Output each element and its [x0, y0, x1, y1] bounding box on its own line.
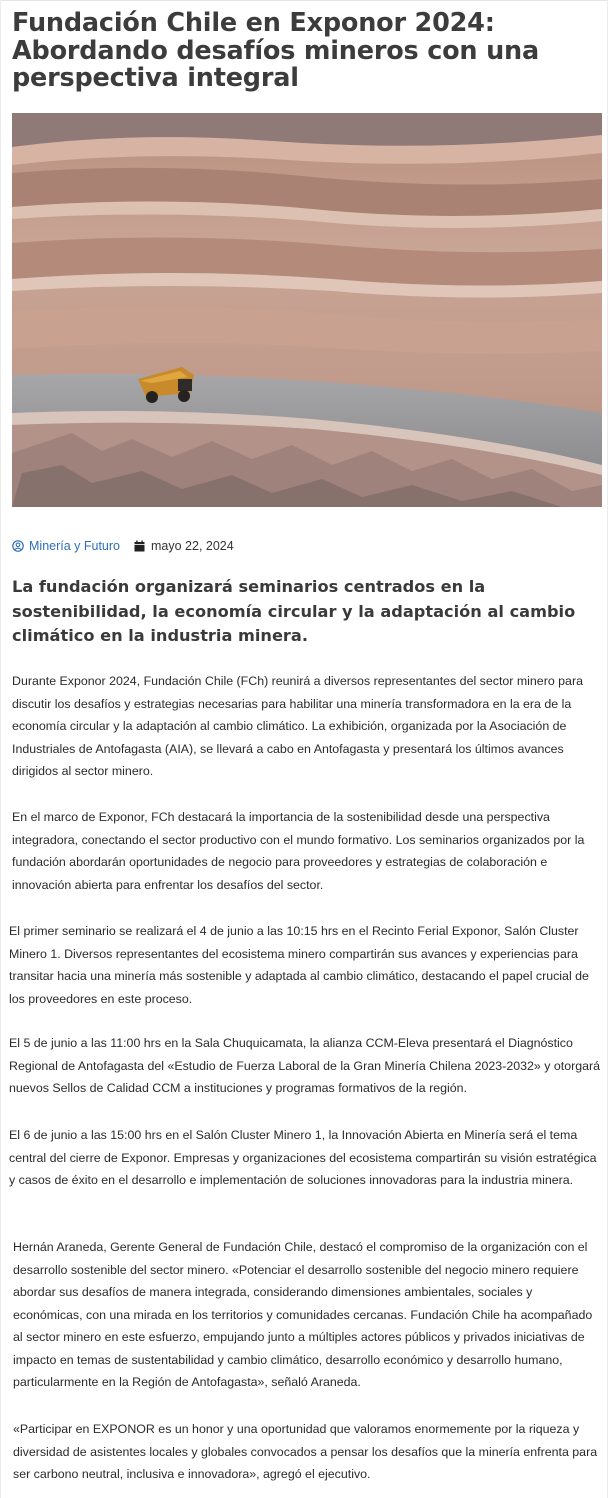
- publish-date: [134, 539, 234, 553]
- article-lead: La fundación organizará seminarios centrados en la sostenibilidad, la economía circular y la adaptación al cambio climático en la industria minera.: [12, 577, 576, 645]
- paragraph-1: Durante Exponor 2024, Fundación Chile (FCh) reunirá a diversos representantes del sector minero para discutir los desafíos y estrategias necesarias para habilitar una minería transformadora en la era de la economía circular y la adaptación al cambio climático. La exhibición, organizada por la Asociación de Industriales de Antofagasta (AIA), se llevará a cabo en Antofagasta y presentará los últimos avances dirigidos al sector minero.: [12, 674, 583, 778]
- user-circle-icon: [12, 540, 24, 552]
- left-border: [0, 0, 1, 1498]
- hero-image: [12, 113, 602, 507]
- top-border: [0, 0, 608, 1]
- paragraph-7: «Participar en EXPONOR es un honor y una oportunidad que valoramos enormemente por la riqueza y diversidad de asistentes locales y globales convocados a pensar los desafíos que la minería enfrenta para ser carbono neutral, inclusiva e innovadora», agregó el ejecutivo.: [13, 1422, 598, 1481]
- category-label: Minería y Futuro: [29, 539, 121, 553]
- mine-photo: [12, 113, 602, 507]
- article-title: Fundación Chile en Exponor 2024: Abordando desafíos mineros con una perspectiva integral: [12, 8, 539, 93]
- paragraph-3: El primer seminario se realizará el 4 de junio a las 10:15 hrs en el Recinto Ferial Exponor, Salón Cluster Minero 1. Diversos representantes del ecosistema minero compartirán sus avances y experiencias para transitar hacia una minería más sostenible y adaptada al cambio climático, destacando el papel crucial de los proveedores en este proceso.: [9, 924, 589, 1006]
- category-link[interactable]: [12, 539, 120, 553]
- paragraph-4: El 5 de junio a las 11:00 hrs en la Sala Chuquicamata, la alianza CCM-Eleva presentará el Diagnóstico Regional de Antofagasta del «Estudio de Fuerza Laboral de la Gran Minería Chilena 2023-2032» y otorgará nuevos Sellos de Calidad CCM a instituciones y programas formativos de la región.: [9, 1036, 601, 1095]
- paragraph-6: Hernán Araneda, Gerente General de Fundación Chile, destacó el compromiso de la organización con el desarrollo sostenible del sector minero. «Potenciar el desarrollo sostenible del negocio minero requiere abordar sus desafíos de manera integrada, considerando dimensiones ambientales, sociales y económicas, con una mirada en los territorios y comunidades cercanas. Fundación Chile ha acompañado al sector minero en este esfuerzo, empujando junto a múltiples actores públicos y privados iniciativas de impacto en temas de sustentabilidad y cambio climático, desarrollo económico y desarrollo humano, particularmente en la Región de Antofagasta», señaló Araneda.: [13, 1240, 593, 1389]
- paragraph-5: El 6 de junio a las 15:00 hrs en el Salón Cluster Minero 1, la Innovación Abierta en Minería será el tema central del cierre de Exponor. Empresas y organizaciones del ecosistema compartirán su visión estratégica y casos de éxito en el desarrollo e implementación de soluciones innovadoras para la industria minera.: [9, 1128, 597, 1187]
- article-meta: [12, 536, 234, 556]
- calendar-icon: [134, 540, 145, 552]
- paragraph-2: En el marco de Exponor, FCh destacará la importancia de la sostenibilidad desde una perspectiva integradora, conectando el sector productivo con el mundo formativo. Los seminarios organizados por la fundación abordarán oportunidades de negocio para proveedores y estrategias de colaboración e innovación abierta para enfrentar los desafíos del sector.: [12, 810, 585, 892]
- date-label: mayo 22, 2024: [151, 539, 234, 553]
